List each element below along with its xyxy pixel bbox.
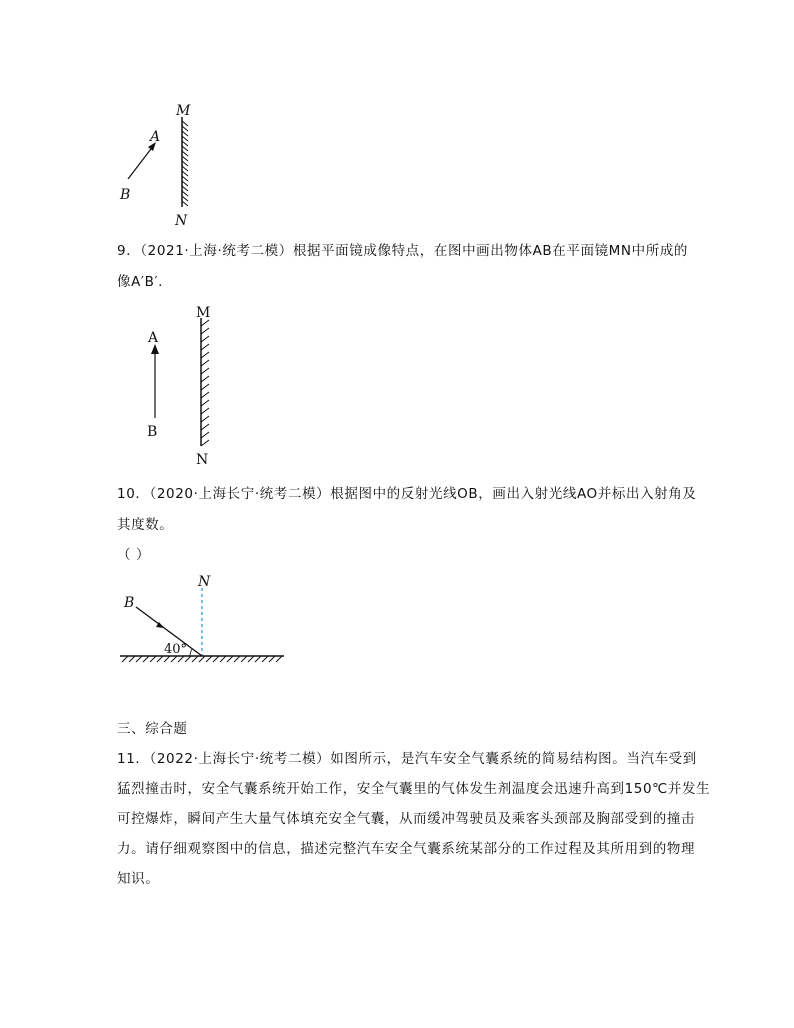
figure-2-mirror [135,300,235,470]
question-11-line-2: 猛烈撞击时，安全气囊系统开始工作，安全气囊里的气体发生剂温度会迅速升高到150℃并发生 [117,781,711,797]
question-11-line-1: 11．（2022·上海长宁·统考二模）如图所示，是汽车安全气囊系统的简易结构图。当汽车受到 [117,751,697,767]
label-a: A [148,330,159,346]
label-n: N [198,574,211,590]
question-11-line-5: 知识。 [117,871,160,887]
label-b: B [124,595,135,611]
arrow-ba [128,142,156,179]
label-b: B [147,424,158,440]
angle-label: 40° [164,642,188,657]
section-title: 三、综合题 [117,721,188,737]
label-a: A [150,129,161,145]
question-11-line-3: 可控爆炸，瞬间产生大量气体填充安全气囊，从而缓冲驾驶员及乘客头颈部及胸部受到的撞击 [117,811,696,827]
label-n: N [196,452,209,468]
surface [120,656,284,662]
answer-blank: （ ） [117,547,151,563]
figure-3-reflection [112,572,292,667]
label-b: B [120,187,131,203]
question-10-line-1: 10．（2020·上海长宁·统考二模）根据图中的反射光线OB，画出入射光线AO并标出入射角及 [117,486,697,502]
question-9-line-2: 像A′B′. [117,274,164,290]
question-9-line-1: 9．（2021·上海·统考二模）根据平面镜成像特点，在图中画出物体AB在平面镜MN中所成的 [117,243,689,259]
mirror-2 [201,318,209,446]
arrow-ab-vertical [151,344,159,418]
question-11-line-4: 力。请仔细观察图中的信息，描述完整汽车安全气囊系统某部分的工作过程及其所用到的物理 [117,841,696,857]
question-10-line-2: 其度数。 [117,517,174,533]
label-m: M [176,103,191,119]
label-m: M [196,305,211,321]
mirror-1 [182,117,188,207]
figure-1-mirror [110,95,220,230]
label-n: N [175,213,188,229]
angle-arc [190,649,193,656]
